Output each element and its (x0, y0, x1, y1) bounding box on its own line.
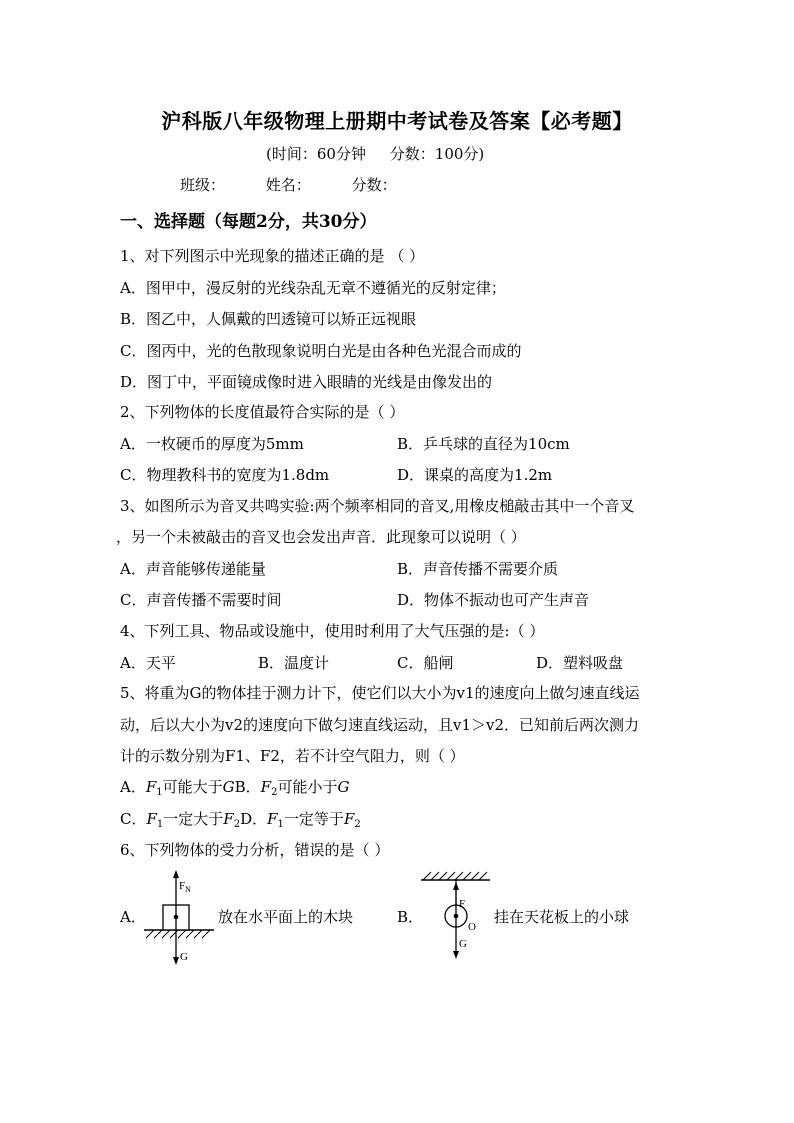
score-label: 分数： (351, 176, 397, 194)
q4-option-c: C．船闸 (397, 654, 454, 672)
q6-stem: 6、下列物体的受力分析，错误的是（ ） (120, 841, 390, 859)
gravity-label-ball: G (459, 938, 467, 950)
q3-stem-line1: 3、如图所示为音叉共鸣实验:两个频率相同的音叉,用橡皮槌敲击其中一个音叉 (120, 497, 635, 515)
section-title: 一、选择题（每题2分，共30分） (120, 212, 377, 232)
block-force-diagram (140, 868, 220, 968)
q1-option-c: C．图丙中，光的色散现象说明白光是由各种色光混合而成的 (120, 342, 522, 360)
q5-options-cd: C．$F_1$一定大于$F_2D$．$F_1$一定等于$F_2$ (120, 810, 361, 830)
q1-stem: 1、对下列图示中光现象的描述正确的是 （ ） (120, 247, 425, 265)
q6-option-b-caption: 挂在天花板上的小球 (494, 908, 630, 926)
exam-title: 沪科版八年级物理上册期中考试卷及答案【必考题】 (161, 109, 633, 133)
normal-force-label: $F_N$ (179, 880, 191, 894)
q4-option-d: D．塑料吸盘 (536, 654, 624, 672)
q3-option-d: D．物体不振动也可产生声音 (397, 591, 590, 609)
surface-hatch (146, 930, 210, 938)
q3-stem-line2: ，另一个未被敲击的音叉也会发出声音．此现象可以说明（ ） (116, 528, 526, 546)
q4-option-b: B．温度计 (258, 654, 330, 672)
q5-stem-line2: 动，后以大小为v2的速度向下做匀速直线运动，且v1＞v2．已知前后两次测力 (120, 716, 640, 734)
class-label: 班级： (180, 176, 226, 194)
q2-option-d: D．课桌的高度为1.2m (397, 466, 553, 484)
q2-stem: 2、下列物体的长度值最符合实际的是（ ） (120, 403, 405, 421)
q5-stem-line1: 5、将重为G的物体挂于测力计下，使它们以大小为v1的速度向上做匀速直线运 (120, 684, 640, 702)
name-label: 姓名： (265, 176, 311, 194)
q1-option-a: A．图甲中，漫反射的光线杂乱无章不遵循光的反射定律； (120, 279, 506, 297)
ball-center-label: O (468, 921, 476, 933)
q5-stem-line3: 计的示数分别为F1、F2，若不计空气阻力，则（ ） (120, 747, 465, 765)
q3-option-a: A．声音能够传递能量 (120, 560, 266, 578)
q6-option-b-label: B． (397, 908, 424, 926)
q4-option-a: A．天平 (120, 654, 176, 672)
ceiling-hatch (423, 872, 487, 880)
q3-option-b: B．声音传播不需要介质 (397, 560, 559, 578)
gravity-label: G (180, 951, 188, 963)
q1-option-b: B．图乙中，人佩戴的凹透镜可以矫正远视眼 (120, 310, 417, 328)
q3-option-c: C．声音传播不需要时间 (120, 591, 282, 609)
student-info-line (180, 174, 433, 195)
q6-option-a-label: A． (120, 908, 146, 926)
q4-stem: 4、下列工具、物品或设施中，使用时利用了大气压强的是:（ ） (120, 622, 545, 640)
q2-option-b: B．乒乓球的直径为10cm (397, 435, 570, 453)
q5-options-ab: A．$F_1$可能大于GB．$F_2$可能小于G (120, 778, 350, 798)
time-score-line: (时间：60分钟 分数：100分) (266, 145, 485, 163)
q1-option-d: D．图丁中，平面镜成像时进入眼睛的光线是由像发出的 (120, 373, 493, 391)
q6-option-a-caption: 放在水平面上的木块 (218, 908, 354, 926)
q2-option-a: A．一枚硬币的厚度为5mm (120, 435, 304, 453)
ball-force-diagram (418, 868, 496, 964)
tension-label: F (459, 898, 466, 910)
q2-option-c: C．物理教科书的宽度为1.8dm (120, 466, 330, 484)
